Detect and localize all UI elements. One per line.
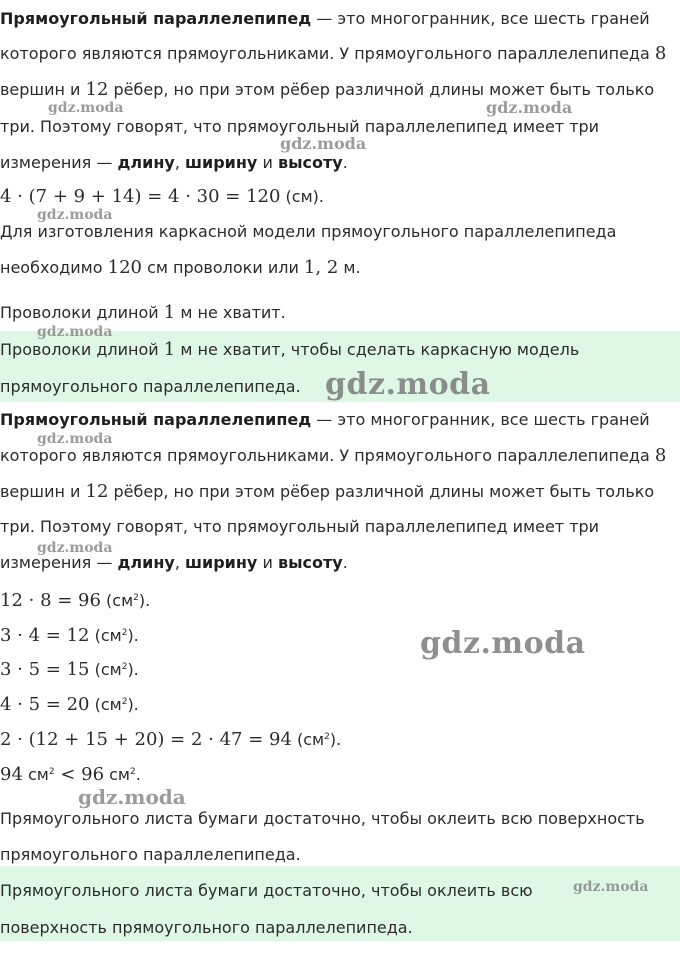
definition-line-5: измерения — длину, ширину и высоту.: [0, 153, 348, 172]
conclusion-line-1: Прямоугольного листа бумаги достаточно, чтобы оклеить всю поверхность: [0, 809, 645, 828]
wire-needed-line-1: Для изготовления каркасной модели прямоугольного параллелепипеда: [0, 222, 617, 241]
definition2-line-1: Прямоугольный параллелепипед — это многогранник, все шесть граней: [0, 410, 650, 429]
watermark: gdz.moda: [48, 100, 124, 116]
definition2-line-5: измерения — длину, ширину и высоту.: [0, 553, 348, 572]
area-equation-3: 3 · 5 = 15 $(см^2)$.: [0, 659, 139, 680]
definition-line-3: вершин и 12 рёбер, но при этом рёбер различной длины может быть только: [0, 79, 655, 100]
answer-1-line-1: Проволоки длиной 1 м не хватит, чтобы сделать каркасную модель: [0, 339, 580, 360]
answer-2-line-1: Прямоугольного листа бумаги достаточно, чтобы оклеить всю: [0, 881, 533, 900]
watermark: gdz.moda: [420, 626, 586, 661]
area-comparison: 94 $см^2 < 96$ $см^2$.: [0, 764, 141, 785]
watermark: gdz.moda: [280, 134, 367, 153]
answer-1-line-2: прямоугольного параллелепипеда.: [0, 377, 301, 396]
watermark: gdz.moda: [37, 431, 113, 447]
conclusion-line-2: прямоугольного параллелепипеда.: [0, 845, 301, 864]
area-equation-1: 12 · 8 = 96 $(см^2)$.: [0, 590, 151, 611]
area-equation-4: 4 · 5 = 20 $(см^2)$.: [0, 694, 139, 715]
area-equation-2: 3 · 4 = 12 $(см^2)$.: [0, 625, 139, 646]
area-equation-5: 2 · (12 + 15 + 20) = 2 · 47 = 94 $(см^2)$.: [0, 729, 342, 750]
definition-line-4: три. Поэтому говорят, что прямоугольный параллелепипед имеет три: [0, 117, 600, 136]
watermark: gdz.moda: [78, 785, 186, 809]
definition-line-1: Прямоугольный параллелепипед — это многогранник, все шесть граней: [0, 9, 650, 28]
watermark: gdz.moda: [573, 879, 649, 895]
watermark: gdz.moda: [37, 324, 113, 340]
wire-needed-line-2: необходимо 120 см проволоки или 1, 2 м.: [0, 257, 361, 278]
watermark: gdz.moda: [325, 367, 491, 402]
definition-line-2: которого являются прямоугольниками. У прямоугольного параллелепипеда 8: [0, 43, 667, 64]
definition2-line-2: которого являются прямоугольниками. У прямоугольного параллелепипеда 8: [0, 445, 667, 466]
watermark: gdz.moda: [486, 98, 573, 117]
answer-2-line-2: поверхность прямоугольного параллелепипеда.: [0, 918, 413, 937]
perimeter-calculation: 4 · (7 + 9 + 14) = 4 · 30 = 120 (см).: [0, 186, 324, 207]
wire-short-statement: Проволоки длиной 1 м не хватит.: [0, 302, 286, 323]
watermark: gdz.moda: [37, 207, 113, 223]
definition2-line-3: вершин и 12 рёбер, но при этом рёбер различной длины может быть только: [0, 481, 655, 502]
watermark: gdz.moda: [37, 540, 113, 556]
definition2-line-4: три. Поэтому говорят, что прямоугольный параллелепипед имеет три: [0, 517, 600, 536]
